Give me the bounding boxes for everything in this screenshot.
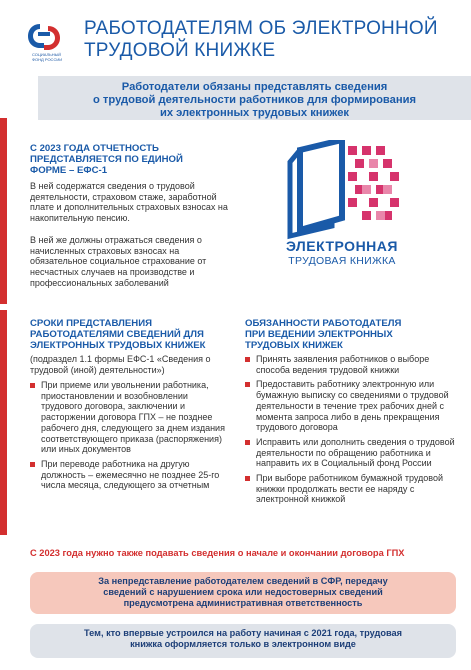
liability-notice-box	[30, 572, 456, 614]
section1-paragraph: В ней же должны отражаться сведения о начисленных страховых взносах на обязательное социальное страхование от несчастных случаев на производстве и профессиональных заболеваний	[30, 235, 207, 288]
electronic-book-logo-icon	[270, 140, 410, 240]
electronic-only-notice-box	[30, 624, 456, 658]
logo-caption: СОЦИАЛЬНЫЙ ФОНД РОССИИ	[32, 52, 63, 62]
subtitle-band	[38, 76, 471, 120]
page-title: РАБОТОДАТЕЛЯМ ОБ ЭЛЕКТРОННОЙ ТРУДОВОЙ КНИЖКЕ	[84, 18, 438, 61]
section2-note: (подраздел 1.1 формы ЕФС-1 «Сведения о трудовой (иной) деятельности»)	[30, 354, 211, 375]
list-item: Предоставить работнику электронную или бумажную выписку со сведениями о трудовой деятельности в течение трех рабочих дней с момента запроса либо в день прекращения трудового договора	[245, 379, 455, 433]
header	[0, 0, 471, 78]
list-item: При выборе работником бумажной трудовой книжки продолжать вести ее наряду с электронной книжкой	[245, 473, 455, 505]
gph-notice: С 2023 года нужно также подавать сведения о начале и окончании договора ГПХ	[30, 548, 405, 558]
brand-subtitle: ТРУДОВАЯ КНИЖКА	[288, 255, 396, 267]
electronic-only-notice-text: Тем, кто впервые устроился на работу начиная с 2021 года, трудовая книжка оформляется только в электронном виде	[84, 628, 402, 649]
section1-paragraph: В ней содержатся сведения о трудовой деятельности, страховом стаже, заработной плате и дополнительных страховых взносах на накопительную пенсию.	[30, 181, 228, 224]
list-item: При переводе работника на другую должность – ежемесячно не позднее 25-го числа месяца, следующего за отчетным	[30, 459, 230, 491]
section3-title: ОБЯЗАННОСТИ РАБОТОДАТЕЛЯ ПРИ ВЕДЕНИИ ЭЛЕКТРОННЫХ ТРУДОВЫХ КНИЖЕК	[245, 318, 402, 351]
section1-title: С 2023 ГОДА ОТЧЕТНОСТЬ ПРЕДСТАВЛЯЕТСЯ ПО ЕДИНОЙ ФОРМЕ – ЕФС-1	[30, 143, 183, 176]
section2-title: СРОКИ ПРЕДСТАВЛЕНИЯ РАБОТОДАТЕЛЯМИ СВЕДЕНИЙ ДЛЯ ЭЛЕКТРОННЫХ ТРУДОВЫХ КНИЖЕК	[30, 318, 206, 351]
accent-bar	[0, 118, 7, 304]
list-item: Исправить или дополнить сведения о трудовой деятельности по обращению работника и направить их в Социальный фонд России	[245, 437, 455, 469]
list-item: Принять заявления работников о выборе способа ведения трудовой книжки	[245, 354, 455, 375]
section2-list	[30, 380, 230, 495]
liability-notice-text: За непредставление работодателем сведений в СФР, передачу сведений с нарушением срока или недостоверных сведений предусмотрена административная ответственность	[98, 576, 388, 608]
accent-bar	[0, 310, 7, 535]
section3-list	[245, 354, 455, 509]
subtitle-text: Работодатели обязаны представлять сведения о трудовой деятельности работников для формирования их электронных трудовых книжек	[92, 81, 417, 119]
list-item: При приеме или увольнении работника, приостановлении и возобновлении трудового договора, заключении и расторжении договора ГПХ – не позднее рабочего дня, следующего за днем издания соответствующего приказа (распоряжения) или иных документов	[30, 380, 230, 455]
brand-title: ЭЛЕКТРОННАЯ	[286, 238, 398, 254]
